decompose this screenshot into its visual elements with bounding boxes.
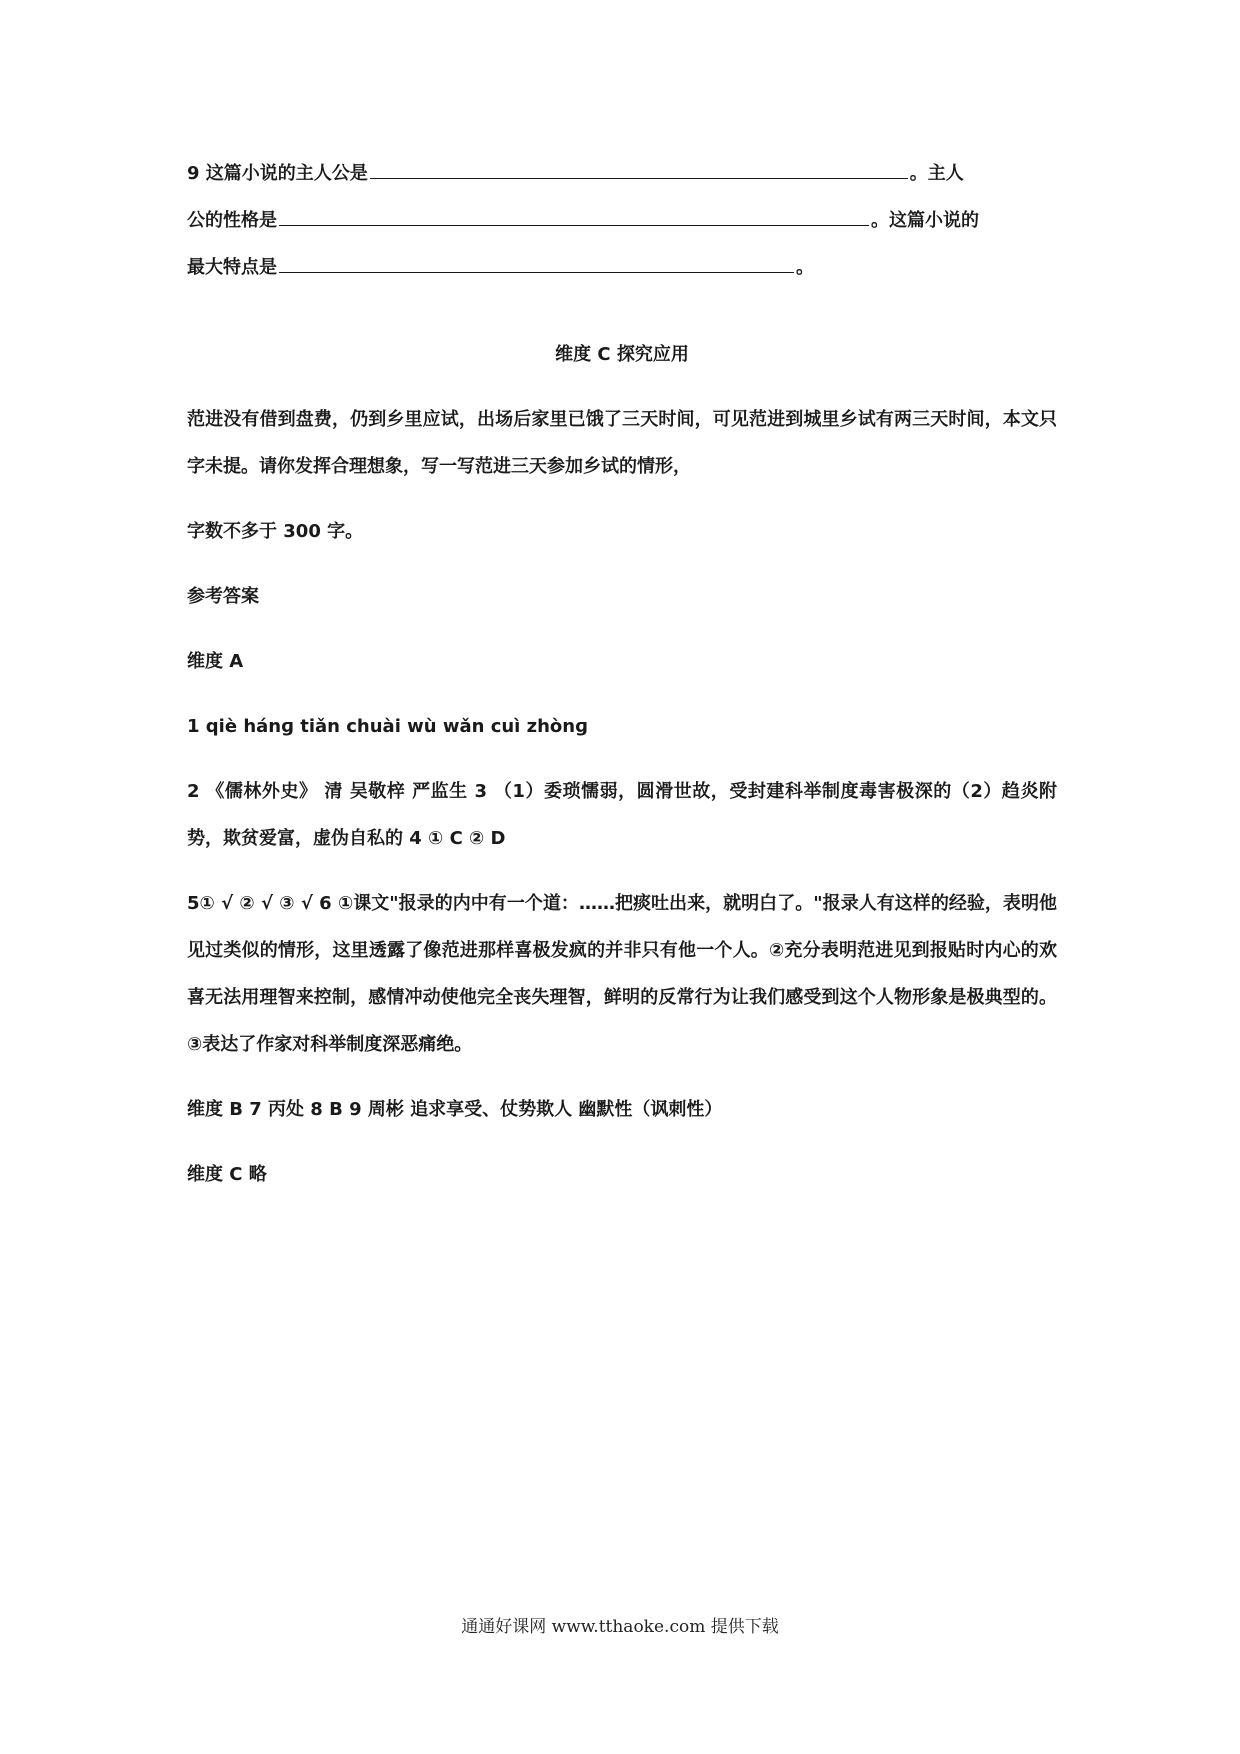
section-c-title: 维度 C 探究应用: [555, 344, 689, 365]
answer-blank-protagonist: [370, 158, 908, 179]
question-9-text: 。这篇小说的: [871, 210, 979, 231]
answer-2-4: 2 《儒林外史》 清 吴敬梓 严监生 3 （1）委琐懦弱，圆滑世故，受封建科举制度毒害极深的（2）趋炎附势，欺贫爱富，虚伪自私的 4 ① C ② D: [187, 781, 1057, 849]
answer-5-6: 5① √ ② √ ③ √ 6 ①课文"报录的内中有一个道：……把痰吐出来，就明白了。"报录人有这样的经验，表明他见过类似的情形，这里透露了像范进那样喜极发疯的并非只有他一个人。②充分表明范进见到报贴时内心的欢喜无法用理智来控制，感情冲动使他完全丧失理智，鲜明的反常行为让我们感受到这个人物形象是极典型的。③表达了作家对科举制度深恶痛绝。: [187, 893, 1057, 1055]
document-body: [187, 150, 1057, 1216]
dimension-a-heading: 维度 A: [187, 651, 244, 672]
section-c-prompt: 范进没有借到盘费，仍到乡里应试，出场后家里已饿了三天时间，可见范进到城里乡试有两三天时间，本文只字未提。请你发挥合理想象，写一写范进三天参加乡试的情形，: [187, 409, 1057, 477]
question-9-text: 。: [796, 257, 814, 278]
question-9-line-3: [187, 244, 1057, 291]
dimension-b-answers: 维度 B 7 丙处 8 B 9 周彬 追求享受、仗势欺人 幽默性（讽刺性）: [187, 1099, 723, 1120]
question-9-line-1: [187, 150, 1057, 197]
question-9-text: 。主人: [909, 163, 964, 184]
question-9-text: 最大特点是: [187, 257, 277, 278]
answer-blank-personality: [279, 205, 869, 226]
section-c-word-limit: 字数不多于 300 字。: [187, 521, 364, 542]
question-9-line-2: [187, 197, 1057, 244]
answer-1: 1 qiè hánɡ tiǎn chuài wù wǎn cuì zhònɡ: [187, 716, 588, 737]
dimension-c-answer: 维度 C 略: [187, 1164, 267, 1185]
question-9-text: 公的性格是: [187, 210, 277, 231]
answers-heading: 参考答案: [187, 586, 259, 607]
question-9-text: 9 这篇小说的主人公是: [187, 163, 368, 184]
page-footer: 通通好课网 www.tthaoke.com 提供下载: [461, 1617, 779, 1637]
answer-blank-feature: [279, 252, 794, 273]
